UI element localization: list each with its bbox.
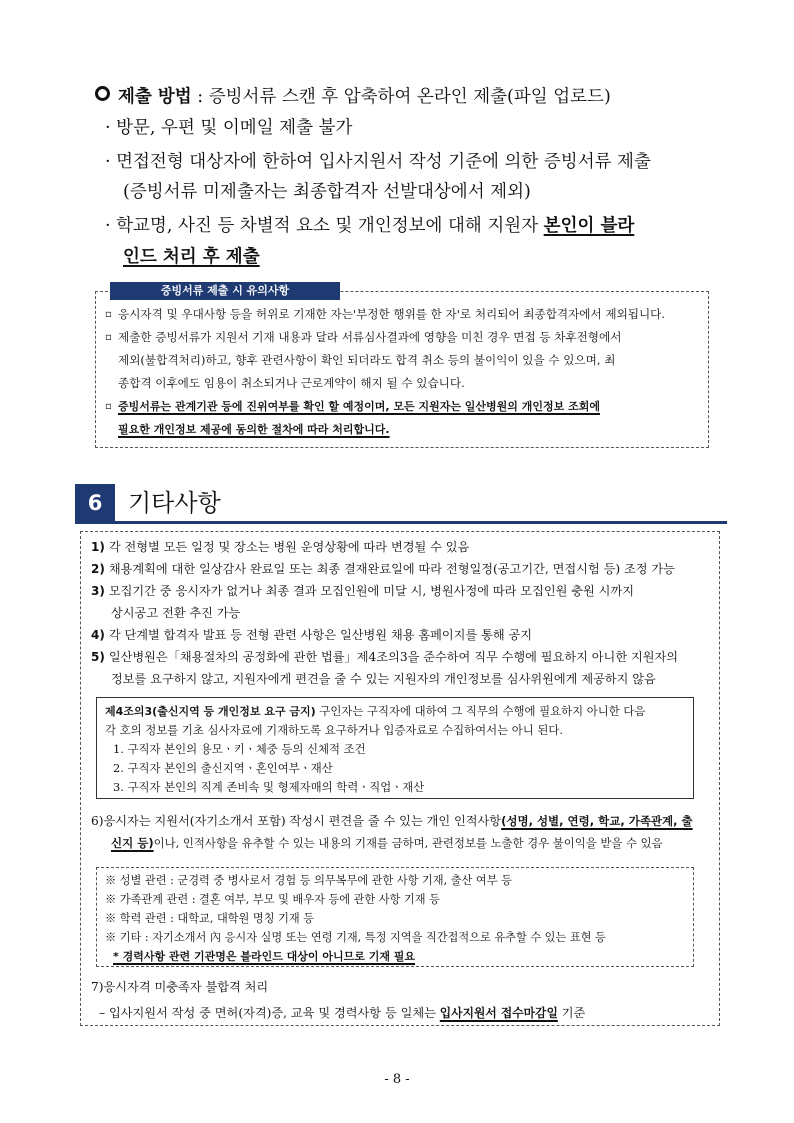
- notice-box: [95, 291, 709, 448]
- law-list-item: 3. 구직자 본인의 직계 존비속 및 형제자매의 학력ㆍ직업ㆍ재산: [113, 780, 425, 794]
- square-bullet-icon: ▫: [105, 309, 112, 320]
- notice-row-cont: 종합격 이후에도 임용이 취소되거나 근로계약이 해지 될 수 있습니다.: [118, 376, 465, 390]
- section-number: 6: [75, 484, 115, 522]
- submission-bullet: · 학교명, 사진 등 차별적 요소 및 개인정보에 대해 지원자 본인이 블라: [105, 216, 635, 236]
- square-bullet-icon: ▫: [105, 332, 112, 343]
- notice-bold-row: ▫ 증빙서류는 관계기관 등에 진위여부를 확인 할 예정이며, 모든 지원자는 일산병원의 개인정보 조회에: [96, 395, 708, 418]
- note-row: ※ 기타 : 자기소개서 內 응시자 실명 또는 연령 기재, 특정 지역을 직간접적으로 유추할 수 있는 표현 등: [105, 931, 606, 944]
- list-item: 7)응시자격 미충족자 불합격 처리 – 입사지원서 작성 중 면허(자격)증, 교육 및 경력사항 등 일체는 입사지원서 접수마감일 기준: [91, 980, 586, 1020]
- ring-bullet-icon: [95, 86, 110, 101]
- submission-bullet: · 면접전형 대상자에 한하여 입사지원서 작성 기준에 의한 증빙서류 제출: [105, 152, 651, 172]
- note-bold-row: * 경력사항 관련 기관명은 블라인드 대상이 아니므로 기재 필요: [113, 950, 416, 963]
- list-item: 1) 각 전형별 모든 일정 및 장소는 병원 운영상황에 따라 변경될 수 있음: [91, 540, 470, 554]
- note-row: ※ 성별 관련 : 군경력 중 병사로서 경험 등 의무복무에 관한 사항 기재, 출산 여부 등: [105, 874, 512, 887]
- submission-bullet: · 방문, 우편 및 이메일 제출 불가: [105, 118, 353, 138]
- list-item-cont: 상시공고 전환 추진 가능: [111, 606, 241, 620]
- notice-row: ▫ 제출한 증빙서류가 지원서 기재 내용과 달라 서류심사결과에 영향을 미친 경우 면접 등 차후전형에서: [96, 326, 708, 349]
- section-divider: [75, 521, 727, 524]
- note-row: ※ 가족관계 관련 : 결혼 여부, 부모 및 배우자 등에 관한 사항 기재 등: [105, 893, 440, 906]
- submission-heading: 제출 방법 : 증빙서류 스캔 후 압축하여 온라인 제출(파일 업로드): [95, 82, 735, 112]
- notice-row-cont: 제외(불합격처리)하고, 향후 관련사항이 확인 되더라도 합격 취소 등의 불이익이 있을 수 있으며, 최: [118, 353, 616, 367]
- section-title: 기타사항: [128, 489, 221, 517]
- note-row: ※ 학력 관련 : 대학교, 대학원 명칭 기재 등: [105, 912, 315, 925]
- list-item: 4) 각 단계별 합격자 발표 등 전형 관련 사항은 일산병원 채용 홈페이지를 통해 공지: [91, 628, 533, 642]
- square-bullet-icon: ▫: [105, 401, 112, 412]
- submission-bullet-cont: 인드 처리 후 제출: [123, 247, 260, 267]
- notice-tab-label: 증빙서류 제출 시 유의사항: [110, 282, 340, 300]
- list-item: 6)응시자는 지원서(자기소개서 포함) 작성시 편견을 줄 수 있는 개인 인적사항(성명, 성별, 연령, 학교, 가족관계, 출 신지 등)이나, 인적사항을 유추할 수 있는 내용의 기재를 금하며, 관련정보를 노출한 경우 불이익을 받을 수 있음: [91, 814, 693, 850]
- list-item: 5) 일산병원은「채용절차의 공정화에 관한 법률」제4조의3을 준수하여 직무 수행에 필요하지 아니한 지원자의: [91, 650, 679, 664]
- misc-box: [80, 531, 720, 1026]
- list-item: 3) 모집기간 중 응시자가 없거나 최종 결과 모집인원에 미달 시, 병원사정에 따라 모집인원 충원 시까지: [91, 584, 635, 598]
- page-number: - 8 -: [384, 1072, 410, 1087]
- notice-bold-row-cont: 필요한 개인정보 제공에 동의한 절차에 따라 처리합니다.: [118, 423, 390, 436]
- notice-row: ▫ 응시자격 및 우대사항 등을 허위로 기재한 자는'부정한 행위를 한 자'로 처리되어 최종합격자에서 제외됩니다.: [96, 303, 708, 326]
- law-excerpt-box: [96, 697, 694, 799]
- law-list-item: 1. 구직자 본인의 용모ㆍ키ㆍ체중 등의 신체적 조건: [113, 742, 366, 756]
- law-intro-cont: 각 호의 정보를 기초 심사자료에 기재하도록 요구하거나 입증자료로 수집하여서는 아니 된다.: [105, 723, 563, 737]
- list-item: 2) 채용계획에 대한 일상감사 완료일 또는 최종 결재완료일에 따라 전형일정(공고기간, 면접시험 등) 조정 가능: [91, 562, 675, 576]
- note-box: [96, 867, 694, 967]
- submission-bullet-cont: (증빙서류 미제출자는 최종합격자 선발대상에서 제외): [123, 182, 531, 202]
- list-item-cont: 정보를 요구하지 않고, 지원자에게 편견을 줄 수 있는 지원자의 개인정보를 심사위원에게 제공하지 않음: [111, 672, 656, 686]
- law-list-item: 2. 구직자 본인의 출신지역ㆍ혼인여부ㆍ재산: [113, 761, 333, 775]
- law-intro: 제4조의3(출신지역 등 개인정보 요구 금지) 구인자는 구직자에 대하여 그 직무의 수행에 필요하지 아니한 다음: [105, 704, 646, 718]
